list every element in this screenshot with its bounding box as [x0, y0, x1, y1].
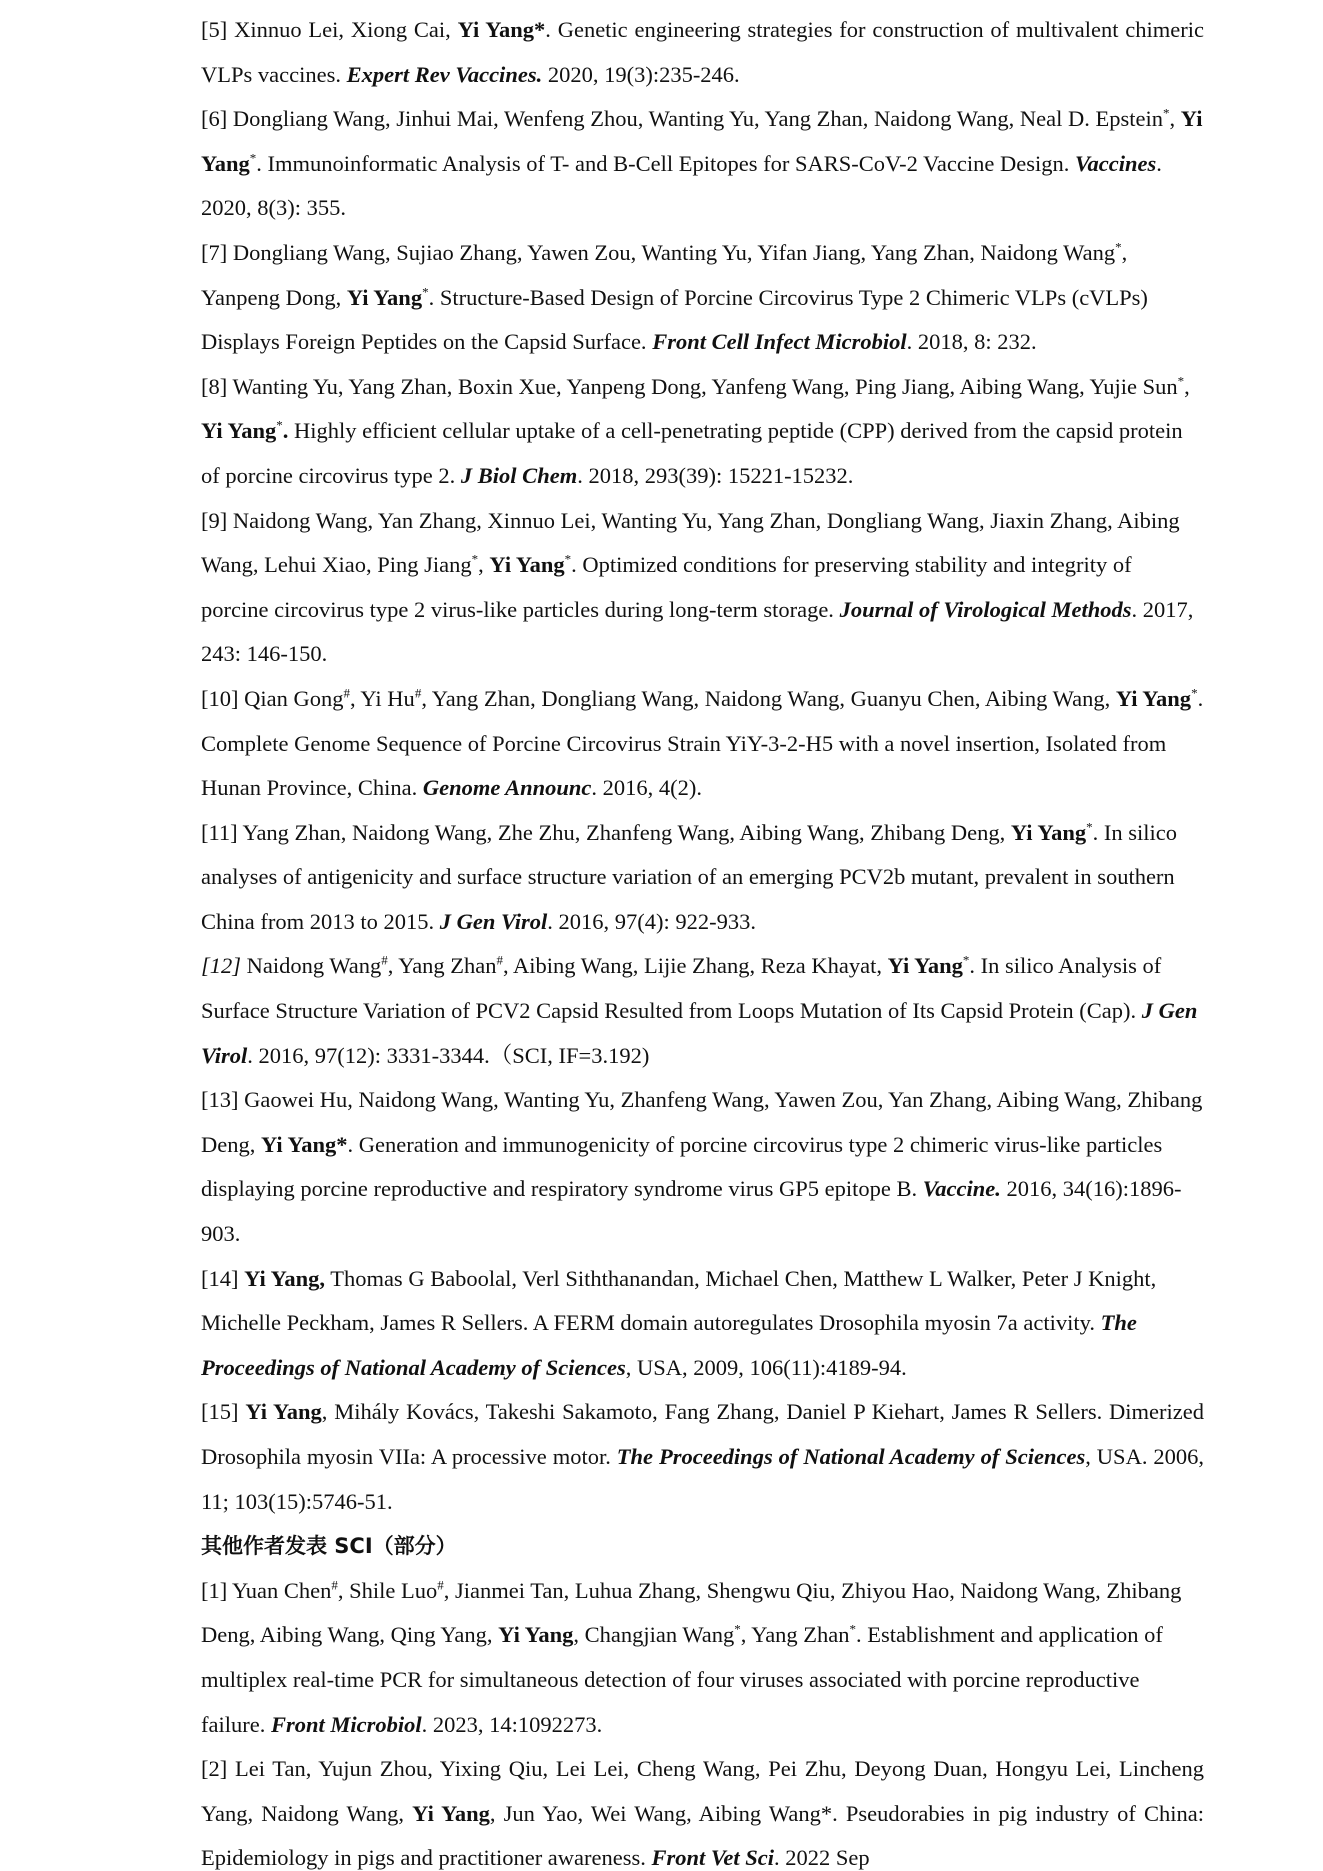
ref-title: . In silico Analysis of Surface Structure Variation of PCV2 Capsid Resulted from Loops Mutation of Its Capsid Protein (Cap). [201, 953, 1162, 1024]
ref-highlight-author: Yi Yang [201, 106, 1203, 176]
corresponding-mark: * [734, 1621, 741, 1637]
ref-journal: J Biol Chem [460, 462, 578, 488]
ref-authors: Yuan Chen [227, 1577, 332, 1603]
ref-number: [7] [201, 239, 228, 265]
ref-authors: Gaowei Hu, Naidong Wang, Wanting Yu, Zhanfeng Wang, Yawen Zou, Yan Zhang, Aibing Wang, Zhibang Deng, [201, 1087, 1203, 1157]
ref-authors: , [1184, 373, 1190, 399]
ref-number: [9] [201, 507, 228, 533]
ref-authors: , Jianmei Tan, Luhua Zhang, Shengwu Qiu, Zhiyou Hao, Naidong Wang, Zhibang Deng, Aibing Wang, Qing Yang, [201, 1577, 1182, 1648]
ref-authors: , Yi Hu [350, 685, 415, 711]
ref-citation: 2016, 34(16):1896-903. [201, 1176, 1182, 1247]
ref-citation: . 2018, 293(39): 15221-15232. [577, 462, 854, 488]
ref-highlight-author: Yi Yang [498, 1622, 574, 1648]
corresponding-mark: * [422, 284, 429, 300]
ref-title: , Jun Yao, Wei Wang, Aibing Wang*. Pseudorabies in pig industry of China: Epidemiology in pigs and practitioner awareness. [201, 1800, 1204, 1871]
ref-title: . Establishment and application of multiplex real-time PCR for simultaneous detection of four viruses associated with porcine reproductive failure. [201, 1622, 1163, 1737]
reference-15 [201, 1390, 1204, 1524]
ref-highlight-author: Yi Yang [887, 953, 963, 979]
ref-authors: Yang Zhan, Naidong Wang, Zhe Zhu, Zhanfeng Wang, Aibing Wang, Zhibang Deng, [237, 819, 1011, 845]
ref-authors: , Yanpeng Dong, [201, 239, 1128, 310]
ref-citation: . 2022 Sep [774, 1845, 870, 1871]
ref-highlight-author: Yi Yang* [261, 1131, 348, 1157]
reference-10 [201, 677, 1204, 811]
ref-journal: Genome Announc [422, 775, 592, 801]
ref-bold-period: . [282, 418, 289, 444]
ref-title: . Complete Genome Sequence of Porcine Circovirus Strain YiY-3-2-H5 with a novel insertion, Isolated from Hunan Province, China. [201, 685, 1204, 801]
ref-number: [8] [201, 373, 228, 399]
ref-title: Highly efficient cellular uptake of a cell-penetrating peptide (CPP) derived from the capsid protein of porcine circovirus type 2. [201, 418, 1183, 488]
ref-authors: , Yang Zhan, Dongliang Wang, Naidong Wang, Guanyu Chen, Aibing Wang, [421, 685, 1116, 711]
ref-citation: . 2016, 97(12): 3331-3344.（SCI, IF=3.192) [247, 1042, 650, 1068]
ref-authors: , Aibing Wang, Lijie Zhang, Reza Khayat, [503, 953, 888, 979]
equal-contribution-mark: # [343, 685, 350, 701]
ref-citation: . 2018, 8: 232. [906, 329, 1037, 355]
equal-contribution-mark: # [381, 952, 388, 968]
ref-highlight-author: Yi Yang* [457, 17, 546, 42]
ref-journal: The Proceedings of National Academy of Sciences [616, 1444, 1086, 1469]
ref-authors: , Yang Zhan [740, 1622, 850, 1648]
ref-authors: Naidong Wang, Yan Zhang, Xinnuo Lei, Wanting Yu, Yang Zhan, Dongliang Wang, Jiaxin Zhang, Aibing Wang, Lehui Xiao, Ping Jiang [201, 507, 1180, 578]
reference-13 [201, 1078, 1204, 1256]
ref-number: [1] [201, 1577, 228, 1603]
ref-highlight-author: Yi Yang [1115, 685, 1192, 711]
equal-contribution-mark: # [331, 1577, 338, 1593]
ref-authors: , [1169, 106, 1181, 132]
reference-8 [201, 365, 1204, 499]
other-reference-1 [201, 1569, 1204, 1747]
ref-title: . In silico analyses of antigenicity and surface structure variation of an emerging PCV2b mutant, prevalent in southern China from 2013 to 2015. [201, 819, 1177, 934]
reference-12 [201, 944, 1204, 1078]
ref-number: [6] [201, 106, 228, 132]
ref-title: . Generation and immunogenicity of porcine circovirus type 2 chimeric virus-like particles displaying porcine reproductive and respiratory syndrome virus GP5 epitope B. [201, 1131, 1163, 1202]
ref-authors: Dongliang Wang, Sujiao Zhang, Yawen Zou, Wanting Yu, Yifan Jiang, Yang Zhan, Naidong Wang [227, 239, 1116, 265]
ref-highlight-author: Yi Yang [1010, 819, 1087, 845]
reference-5 [201, 8, 1204, 97]
equal-contribution-mark: # [414, 685, 422, 701]
ref-number: [11] [201, 819, 238, 845]
ref-highlight-author: Yi Yang, [244, 1265, 325, 1291]
reference-9 [201, 499, 1204, 677]
ref-citation: . 2017, 243: 146-150. [201, 596, 1194, 667]
ref-journal: Vaccines [1074, 150, 1157, 176]
reference-list [201, 8, 1204, 1871]
ref-citation: , USA. 2006, 11; 103(15):5746-51. [201, 1444, 1205, 1514]
other-reference-2 [201, 1747, 1204, 1871]
corresponding-mark: * [249, 150, 257, 166]
ref-title: . Structure-Based Design of Porcine Circovirus Type 2 Chimeric VLPs (cVLPs) Displays Foreign Peptides on the Capsid Surface. [201, 284, 1148, 355]
ref-journal: J Gen Virol [201, 998, 1198, 1068]
corresponding-mark: * [849, 1621, 857, 1637]
ref-journal: Expert Rev Vaccines. [346, 61, 543, 87]
corresponding-mark: * [276, 417, 283, 433]
ref-number: [12] [201, 953, 242, 979]
ref-highlight-author: Yi Yang [489, 552, 565, 578]
corresponding-mark: * [1086, 819, 1093, 835]
ref-authors: , Yang Zhan [387, 953, 497, 979]
corresponding-mark: * [564, 551, 572, 567]
ref-journal: Front Cell Infect Microbiol [652, 329, 907, 355]
ref-authors: Wanting Yu, Yang Zhan, Boxin Xue, Yanpeng Dong, Yanfeng Wang, Ping Jiang, Aibing Wang, Yujie Sun [227, 373, 1178, 399]
ref-journal: J Gen Virol [439, 908, 548, 934]
ref-authors: Dongliang Wang, Jinhui Mai, Wenfeng Zhou, Wanting Yu, Yang Zhan, Naidong Wang, Neal D. Epstein [227, 106, 1164, 132]
ref-journal: Journal of Virological Methods [839, 596, 1132, 622]
corresponding-mark: * [1163, 105, 1170, 121]
ref-citation: . 2020, 8(3): 355. [201, 150, 1162, 221]
ref-citation: . 2016, 97(4): 922-933. [547, 908, 756, 934]
ref-number: [13] [201, 1087, 239, 1113]
ref-title: . Optimized conditions for preserving stability and integrity of porcine circovirus type 2 virus-like particles during long-term storage. [201, 552, 1132, 622]
ref-authors: , Shile Luo [337, 1577, 438, 1603]
ref-highlight-author: Yi Yang [412, 1800, 490, 1826]
ref-highlight-author: Yi Yang [346, 284, 423, 310]
ref-journal: Front Vet Sci [651, 1845, 775, 1871]
corresponding-mark: * [962, 952, 970, 968]
corresponding-mark: * [471, 551, 479, 567]
corresponding-mark: * [1115, 239, 1122, 255]
corresponding-mark: * [1177, 373, 1185, 389]
ref-authors: Naidong Wang [241, 953, 382, 979]
ref-number: [5] [201, 17, 228, 42]
ref-number: [15] [201, 1399, 239, 1425]
ref-journal: Vaccine. [922, 1176, 1001, 1202]
ref-citation: . 2023, 14:1092273. [421, 1711, 603, 1737]
reference-14 [201, 1257, 1204, 1391]
equal-contribution-mark: # [496, 952, 504, 968]
corresponding-mark: * [1191, 685, 1198, 701]
ref-title: . Genetic engineering strategies for construction of multivalent chimeric VLPs vaccines. [201, 17, 1204, 87]
ref-number: [2] [201, 1756, 228, 1782]
ref-number: [14] [201, 1265, 239, 1291]
ref-authors: Xinnuo Lei, Xiong Cai, [227, 17, 458, 42]
equal-contribution-mark: # [437, 1577, 444, 1593]
ref-number: [10] [201, 685, 239, 711]
reference-6 [201, 97, 1204, 231]
section-heading: 其他作者发表 SCI（部分） [201, 1534, 457, 1559]
ref-highlight-author: Yi Yang [245, 1399, 322, 1425]
ref-authors: Qian Gong [238, 685, 344, 711]
ref-citation: . 2016, 4(2). [591, 775, 703, 801]
reference-11 [201, 811, 1204, 945]
ref-journal: The Proceedings of National Academy of Sciences [201, 1310, 1137, 1380]
reference-7 [201, 231, 1204, 365]
ref-citation: 2020, 19(3):235-246. [542, 61, 740, 87]
ref-journal: Front Microbiol [270, 1711, 422, 1737]
ref-authors: , Changjian Wang [573, 1622, 735, 1648]
ref-authors: Lei Tan, Yujun Zhou, Yixing Qiu, Lei Lei, Cheng Wang, Pei Zhu, Deyong Duan, Hongyu Lei, Lincheng Yang, Naidong Wang, [201, 1756, 1204, 1826]
ref-title: . Immunoinformatic Analysis of T- and B-Cell Epitopes for SARS-CoV-2 Vaccine Design. [256, 150, 1075, 176]
ref-highlight-author: Yi Yang [201, 418, 277, 444]
ref-citation: , USA, 2009, 106(11):4189-94. [625, 1354, 907, 1380]
ref-title: , Mihály Kovács, Takeshi Sakamoto, Fang Zhang, Daniel P Kiehart, James R Sellers. Dimerized Drosophila myosin VIIa: A processive motor. [201, 1399, 1204, 1469]
ref-authors: , [478, 552, 490, 578]
ref-title: Thomas G Baboolal, Verl Siththanandan, Michael Chen, Matthew L Walker, Peter J Knight, Michelle Peckham, James R Sellers. A FERM domain autoregulates Drosophila myosin 7a activity. [201, 1265, 1157, 1336]
